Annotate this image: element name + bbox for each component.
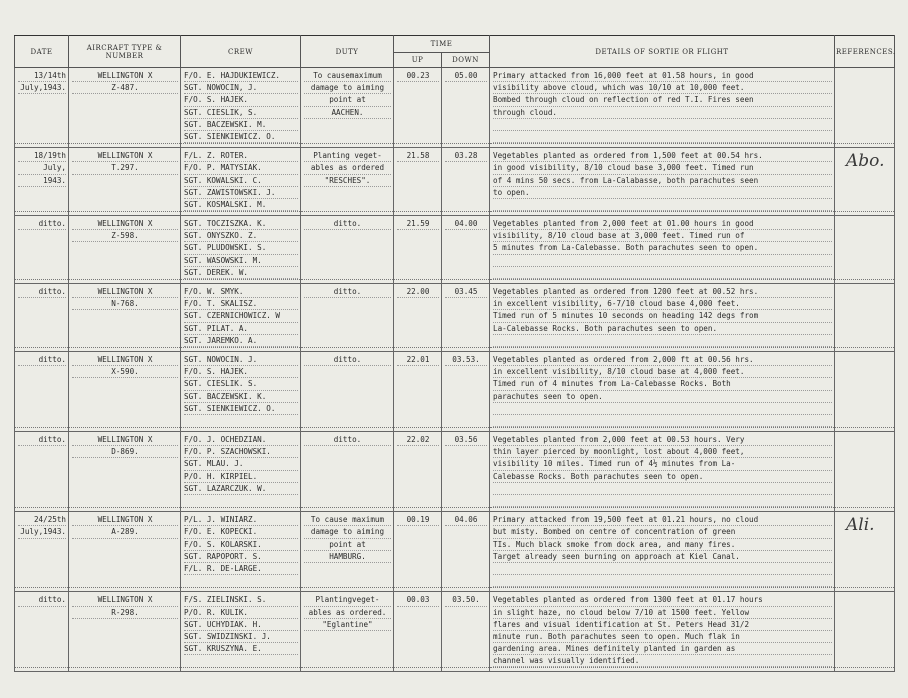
header-time-up: UP (394, 53, 442, 68)
details-cell-line (493, 119, 832, 131)
date-cell (15, 592, 69, 668)
time-up-cell (394, 284, 442, 348)
time-up-cell (394, 512, 442, 588)
details-cell-line: Timed run of 4 minutes from La-Calebasse Rocks. Both (493, 378, 832, 390)
details-cell-line: TIs. Much black smoke from dock area, and many fires. (493, 539, 832, 551)
crew-cell-line: SGT. DEREK. W. (184, 267, 298, 279)
details-cell-line: minute run. Both parachutes seen to open. Much flak in (493, 631, 832, 643)
date-cell-line: ditto. (18, 218, 66, 230)
details-cell (490, 512, 835, 588)
header-date: DATE (15, 36, 69, 68)
duty-cell-line: ables as ordered (304, 162, 391, 174)
date-cell-line: July, (18, 162, 66, 174)
time-down-cell (442, 284, 490, 348)
crew-cell-line: F/O. E. HAJDUKIEWICZ. (184, 70, 298, 82)
aircraft-cell (69, 148, 181, 212)
crew-cell-line: SGT. BACZEWSKI. K. (184, 391, 298, 403)
aircraft-cell-line: WELLINGTON X (72, 150, 178, 162)
time-up-cell-value: 21.58 (397, 150, 439, 162)
duty-cell-line: "RESCHES". (304, 175, 391, 187)
header-aircraft: AIRCRAFT TYPE & NUMBER (69, 36, 181, 68)
crew-cell-line: SGT. NOWOCIN, J. (184, 82, 298, 94)
details-cell (490, 351, 835, 427)
details-cell-line: in slight haze, no cloud below 7/10 at 1500 feet. Yellow (493, 607, 832, 619)
date-cell-line: ditto. (18, 594, 66, 606)
date-cell-line: ditto. (18, 286, 66, 298)
details-cell-line: in excellent visibility, 6-7/10 cloud base 4,000 feet. (493, 298, 832, 310)
crew-cell-line: SGT. ZAWISTOWSKI. J. (184, 187, 298, 199)
crew-cell-line: F/L. R. DE-LARGE. (184, 563, 298, 575)
duty-cell-line: ables as ordered. (304, 607, 391, 619)
time-down-cell (442, 592, 490, 668)
crew-cell (181, 432, 301, 508)
sortie-row (15, 592, 895, 668)
crew-cell-line: F/S. ZIELINSKI. S. (184, 594, 298, 606)
date-cell (15, 216, 69, 280)
duty-cell (301, 68, 394, 144)
details-cell-line: gardening area. Mines definitely planted in garden as (493, 643, 832, 655)
duty-cell-line: damage to aiming (304, 526, 391, 538)
date-cell-line: 1943. (18, 175, 66, 187)
crew-cell-line: F/O. S. HAJEK. (184, 366, 298, 378)
crew-cell-line: SGT. RAPOPORT. S. (184, 551, 298, 563)
aircraft-cell (69, 216, 181, 280)
time-up-cell-value: 21.59 (397, 218, 439, 230)
duty-cell-line: AACHEN. (304, 107, 391, 119)
time-down-cell (442, 216, 490, 280)
duty-cell-line: "Eglantine" (304, 619, 391, 631)
duty-cell-line: ditto. (304, 218, 391, 230)
details-cell-line: 5 minutes from La-Calebasse. Both parachutes seen to open. (493, 242, 832, 254)
duty-cell (301, 351, 394, 427)
crew-cell (181, 592, 301, 668)
time-down-cell-value: 03.50. (445, 594, 487, 606)
aircraft-cell (69, 512, 181, 588)
crew-cell-line: SGT. JAREMKO. A. (184, 335, 298, 347)
details-cell-line (493, 255, 832, 267)
date-cell-line: ditto. (18, 434, 66, 446)
header-references: REFERENCES. (835, 36, 895, 68)
details-cell-line: but misty. Bombed on centre of concentration of green (493, 526, 832, 538)
date-cell (15, 284, 69, 348)
aircraft-cell-line: T.297. (72, 162, 178, 174)
crew-cell-line: SGT. ONYSZKO. Z. (184, 230, 298, 242)
header-time-down: DOWN (442, 53, 490, 68)
date-cell (15, 351, 69, 427)
crew-cell-line: SGT. SWIDZINSKI. J. (184, 631, 298, 643)
details-cell-line (493, 563, 832, 575)
aircraft-cell-line: WELLINGTON X (72, 286, 178, 298)
duty-cell-line: Planting veget- (304, 150, 391, 162)
details-cell-line (493, 415, 832, 427)
aircraft-cell-line: Z-598. (72, 230, 178, 242)
date-cell-line: July,1943. (18, 526, 66, 538)
details-cell-line: Vegetables planted as ordered from 2,000 ft at 00.56 hrs. (493, 354, 832, 366)
crew-cell-line: F/L. Z. ROTER. (184, 150, 298, 162)
references-cell (835, 216, 895, 280)
details-cell-line: in good visibility, 8/10 cloud base 3,000 feet. Timed run (493, 162, 832, 174)
duty-cell (301, 284, 394, 348)
details-cell-line: La-Calebasse Rocks. Both parachutes seen to open. (493, 323, 832, 335)
time-up-cell-value: 00.23 (397, 70, 439, 82)
duty-cell-line: To cause maximum (304, 514, 391, 526)
time-down-cell-value: 03.56 (445, 434, 487, 446)
crew-cell-line: SGT. CIESLIK. S. (184, 378, 298, 390)
duty-cell-line: HAMBURG. (304, 551, 391, 563)
duty-cell (301, 512, 394, 588)
details-cell (490, 68, 835, 144)
aircraft-cell-line: N-768. (72, 298, 178, 310)
time-up-cell (394, 148, 442, 212)
time-up-cell-value: 22.00 (397, 286, 439, 298)
crew-cell-line: F/O. J. OCHEDZIAN. (184, 434, 298, 446)
reference-initials: Abo. (846, 151, 885, 172)
crew-cell-line: SGT. NOWOCIN. J. (184, 354, 298, 366)
details-cell-line: visibility, 8/10 cloud base at 3,000 feet. Timed run of (493, 230, 832, 242)
sortie-row (15, 68, 895, 144)
details-cell-line: Timed run of 5 minutes 10 seconds on heading 142 degs from (493, 310, 832, 322)
references-cell (835, 148, 895, 212)
crew-cell (181, 216, 301, 280)
details-cell (490, 148, 835, 212)
crew-cell-line: SGT. SIENKIEWICZ. O. (184, 403, 298, 415)
duty-cell (301, 592, 394, 668)
duty-cell-line: point at (304, 94, 391, 106)
details-cell-line: parachutes seen to open. (493, 391, 832, 403)
sortie-row (15, 351, 895, 427)
time-up-cell-value: 22.01 (397, 354, 439, 366)
crew-cell-line: SGT. KOWALSKI. C. (184, 175, 298, 187)
date-cell (15, 432, 69, 508)
details-cell-line (493, 495, 832, 507)
aircraft-cell-line: A-289. (72, 526, 178, 538)
details-cell (490, 432, 835, 508)
details-cell-line: Vegetables planted from 2,000 feet at 01.00 hours in good (493, 218, 832, 230)
aircraft-cell (69, 432, 181, 508)
time-up-cell (394, 432, 442, 508)
time-up-cell-value: 00.19 (397, 514, 439, 526)
aircraft-cell (69, 592, 181, 668)
crew-cell-line: SGT. CZERNICHOWICZ. W (184, 310, 298, 322)
details-cell-line: in excellent visibility, 8/10 cloud base at 4,000 feet. (493, 366, 832, 378)
details-cell-line: visibility above cloud, which was 10/10 at 10,000 feet. (493, 82, 832, 94)
details-cell-line: Target already seen burning on approach at Kiel Canal. (493, 551, 832, 563)
details-cell-line: Primary attacked from 16,000 feet at 01.58 hours, in good (493, 70, 832, 82)
header-time: TIME (394, 36, 490, 53)
references-cell (835, 592, 895, 668)
date-cell-line: ditto. (18, 354, 66, 366)
reference-initials: Ali. (846, 515, 875, 536)
references-cell (835, 512, 895, 588)
date-cell-line: 18/19th (18, 150, 66, 162)
details-cell-line: flares and visual identification at St. Peters Head 31/2 (493, 619, 832, 631)
details-cell-line (493, 403, 832, 415)
crew-cell-line: P/O. H. KIRPIEL. (184, 471, 298, 483)
references-cell (835, 284, 895, 348)
details-cell-line (493, 267, 832, 279)
date-cell-line: 24/25th (18, 514, 66, 526)
aircraft-cell (69, 68, 181, 144)
date-cell-line: July,1943. (18, 82, 66, 94)
details-cell-line (493, 335, 832, 347)
details-cell-line: visibility 10 miles. Timed run of 4½ minutes from La- (493, 458, 832, 470)
time-up-cell (394, 351, 442, 427)
duty-cell-line: ditto. (304, 354, 391, 366)
details-cell-line: of 4 mins 50 secs. from La-Calabasse, both parachutes seen (493, 175, 832, 187)
aircraft-cell-line: D-869. (72, 446, 178, 458)
sortie-row (15, 432, 895, 508)
details-cell-line: through cloud. (493, 107, 832, 119)
time-down-cell-value: 04.06 (445, 514, 487, 526)
duty-cell (301, 432, 394, 508)
duty-cell-line: ditto. (304, 286, 391, 298)
details-cell (490, 284, 835, 348)
crew-cell (181, 284, 301, 348)
sortie-rows (15, 68, 895, 672)
header-details: DETAILS OF SORTIE OR FLIGHT (490, 36, 835, 68)
time-up-cell-value: 22.02 (397, 434, 439, 446)
crew-cell-line: F/O. W. SMYK. (184, 286, 298, 298)
crew-cell (181, 68, 301, 144)
crew-cell-line: F/O. T. SKALISZ. (184, 298, 298, 310)
date-cell (15, 512, 69, 588)
details-cell-line: thin layer pierced by moonlight, lost about 4,000 feet, (493, 446, 832, 458)
references-cell (835, 432, 895, 508)
aircraft-cell-line: Z-487. (72, 82, 178, 94)
duty-cell-line: point at (304, 539, 391, 551)
time-down-cell-value: 03.28 (445, 150, 487, 162)
aircraft-cell-line: WELLINGTON X (72, 514, 178, 526)
date-cell (15, 68, 69, 144)
aircraft-cell-line: R-298. (72, 607, 178, 619)
crew-cell-line: F/O. P. SZACHOWSKI. (184, 446, 298, 458)
details-cell-line: Vegetables planted as ordered from 1200 feet at 00.52 hrs. (493, 286, 832, 298)
crew-cell-line: SGT. CIESLIK, S. (184, 107, 298, 119)
details-cell-line: Primary attacked from 19,500 feet at 01.21 hours, no cloud (493, 514, 832, 526)
details-cell-line (493, 131, 832, 143)
crew-cell-line: SGT. UCHYDIAK. H. (184, 619, 298, 631)
sortie-row (15, 284, 895, 348)
aircraft-cell-line: WELLINGTON X (72, 434, 178, 446)
aircraft-cell-line: WELLINGTON X (72, 354, 178, 366)
crew-cell-line: SGT. SIENKIEWICZ. O. (184, 131, 298, 143)
header-crew: CREW (181, 36, 301, 68)
time-up-cell (394, 216, 442, 280)
aircraft-cell-line: WELLINGTON X (72, 70, 178, 82)
time-down-cell (442, 351, 490, 427)
aircraft-cell-line: WELLINGTON X (72, 594, 178, 606)
duty-cell (301, 148, 394, 212)
time-down-cell-value: 03.53. (445, 354, 487, 366)
time-up-cell (394, 68, 442, 144)
details-cell (490, 216, 835, 280)
crew-cell-line: F/O. S. KOLARSKI. (184, 539, 298, 551)
time-up-cell (394, 592, 442, 668)
duty-cell-line: damage to aiming (304, 82, 391, 94)
crew-cell-line: SGT. TOCZISZKA. K. (184, 218, 298, 230)
details-cell-line: Vegetables planted as ordered from 1,500 feet at 00.54 hrs. (493, 150, 832, 162)
duty-cell-line: To causemaximum (304, 70, 391, 82)
details-cell-line: to open. (493, 187, 832, 199)
aircraft-cell (69, 351, 181, 427)
crew-cell-line: SGT. KOSMALSKI. M. (184, 199, 298, 211)
aircraft-cell-line: WELLINGTON X (72, 218, 178, 230)
crew-cell-line: SGT. LAZARCZUK. W. (184, 483, 298, 495)
crew-cell-line: SGT. WASOWSKI. M. (184, 255, 298, 267)
aircraft-cell-line: X-590. (72, 366, 178, 378)
references-cell (835, 68, 895, 144)
details-cell-line (493, 199, 832, 211)
date-cell-line: 13/14th (18, 70, 66, 82)
crew-cell-line: P/L. J. WINIARZ. (184, 514, 298, 526)
crew-cell (181, 351, 301, 427)
time-down-cell (442, 512, 490, 588)
spacer-row (15, 668, 895, 672)
crew-cell-line: P/O. R. KULIK. (184, 607, 298, 619)
aircraft-cell (69, 284, 181, 348)
crew-cell-line: SGT. PLUDOWSKI. S. (184, 242, 298, 254)
references-cell (835, 351, 895, 427)
details-cell-line: Vegetables planted from 2,000 feet at 00.53 hours. Very (493, 434, 832, 446)
header-duty: DUTY (301, 36, 394, 68)
crew-cell-line: F/O. P. MATYSIAK. (184, 162, 298, 174)
sortie-row (15, 512, 895, 588)
time-down-cell (442, 68, 490, 144)
crew-cell-line: F/O. S. HAJEK. (184, 94, 298, 106)
duty-cell (301, 216, 394, 280)
crew-cell (181, 148, 301, 212)
duty-cell-line: ditto. (304, 434, 391, 446)
details-cell-line: channel was visually identified. (493, 655, 832, 667)
sortie-row (15, 148, 895, 212)
details-cell-line (493, 575, 832, 587)
crew-cell-line: SGT. PILAT. A. (184, 323, 298, 335)
duty-cell-line: Plantingveget- (304, 594, 391, 606)
crew-cell-line: F/O. E. KOPECKI. (184, 526, 298, 538)
crew-cell-line: SGT. MLAU. J. (184, 458, 298, 470)
time-down-cell (442, 148, 490, 212)
crew-cell-line: SGT. KRUSZYNA. E. (184, 643, 298, 655)
time-down-cell-value: 03.45 (445, 286, 487, 298)
time-down-cell (442, 432, 490, 508)
details-cell (490, 592, 835, 668)
details-cell-line: Calebasse Rocks. Both parachutes seen to open. (493, 471, 832, 483)
time-down-cell-value: 05.00 (445, 70, 487, 82)
crew-cell-line: SGT. BACZEWSKI. M. (184, 119, 298, 131)
details-cell-line: Bombed through cloud on reflection of red T.I. Fires seen (493, 94, 832, 106)
time-down-cell-value: 04.00 (445, 218, 487, 230)
details-cell-line: Vegetables planted as ordered from 1300 feet at 01.17 hours (493, 594, 832, 606)
sortie-log-table (14, 35, 895, 672)
sortie-row (15, 216, 895, 280)
crew-cell (181, 512, 301, 588)
time-up-cell-value: 00.03 (397, 594, 439, 606)
date-cell (15, 148, 69, 212)
details-cell-line (493, 483, 832, 495)
